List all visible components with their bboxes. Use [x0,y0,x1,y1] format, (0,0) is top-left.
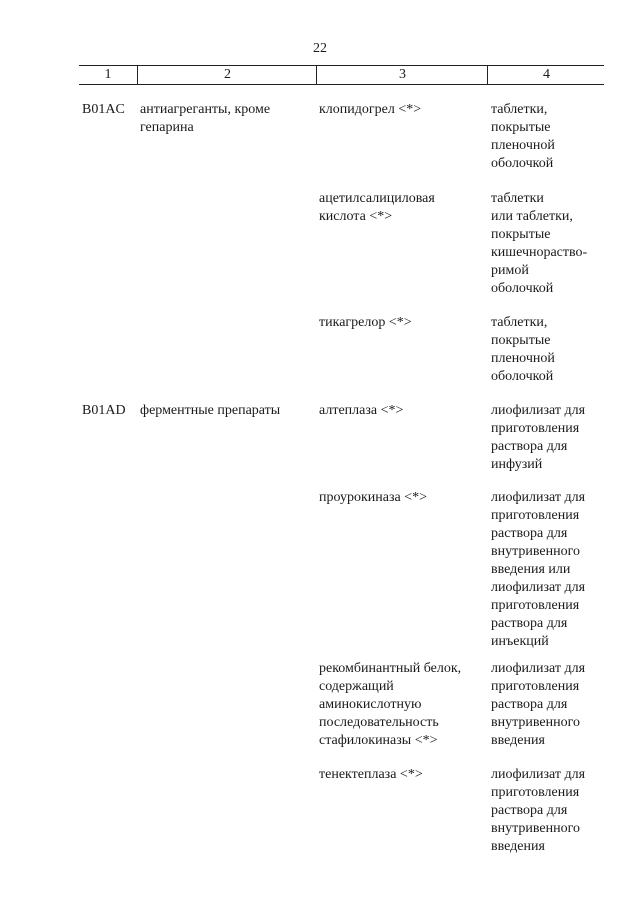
dosage-form: таблетки, покрытые пленочной оболочкой [491,102,555,171]
dosage-form: лиофилизат для приготовления раствора для внутривенного введения [491,661,586,748]
atc-code: B01AC [82,102,125,117]
table-header-row [79,65,604,85]
drug-name: тикагрелор <*> [319,315,412,330]
dosage-form: лиофилизат для приготовления раствора для внутривенного введения или лиофилизат для приготовления раствора для инъекций [491,490,586,649]
dosage-form: лиофилизат для приготовления раствора для внутривенного введения [491,767,586,854]
drug-name: проурокиназа <*> [319,490,427,505]
group-name: ферментные препараты [140,403,281,418]
column-header-1: 1 [104,67,112,82]
column-header-3: 3 [316,66,488,84]
dosage-form: таблетки, покрытые пленочной оболочкой [491,315,555,384]
group-name: антиагреганты, кроме гепарина [140,102,271,135]
drug-name: клопидогрел <*> [319,102,422,117]
dosage-form: таблетки или таблетки, покрытые кишечнораство- римой оболочкой [491,191,588,296]
page-number: 22 [313,41,327,56]
column-header-2: 2 [137,66,317,84]
drug-name: тенектеплаза <*> [319,767,423,782]
atc-code: B01AD [82,403,126,418]
dosage-form: лиофилизат для приготовления раствора для инфузий [491,403,586,472]
column-header-4: 4 [487,66,605,84]
drug-name: алтеплаза <*> [319,403,404,418]
drug-name: ацетилсалициловая кислота <*> [319,191,435,224]
drug-name: рекомбинантный белок, содержащий аминокислотную последовательность стафилокиназы <*> [319,661,462,748]
